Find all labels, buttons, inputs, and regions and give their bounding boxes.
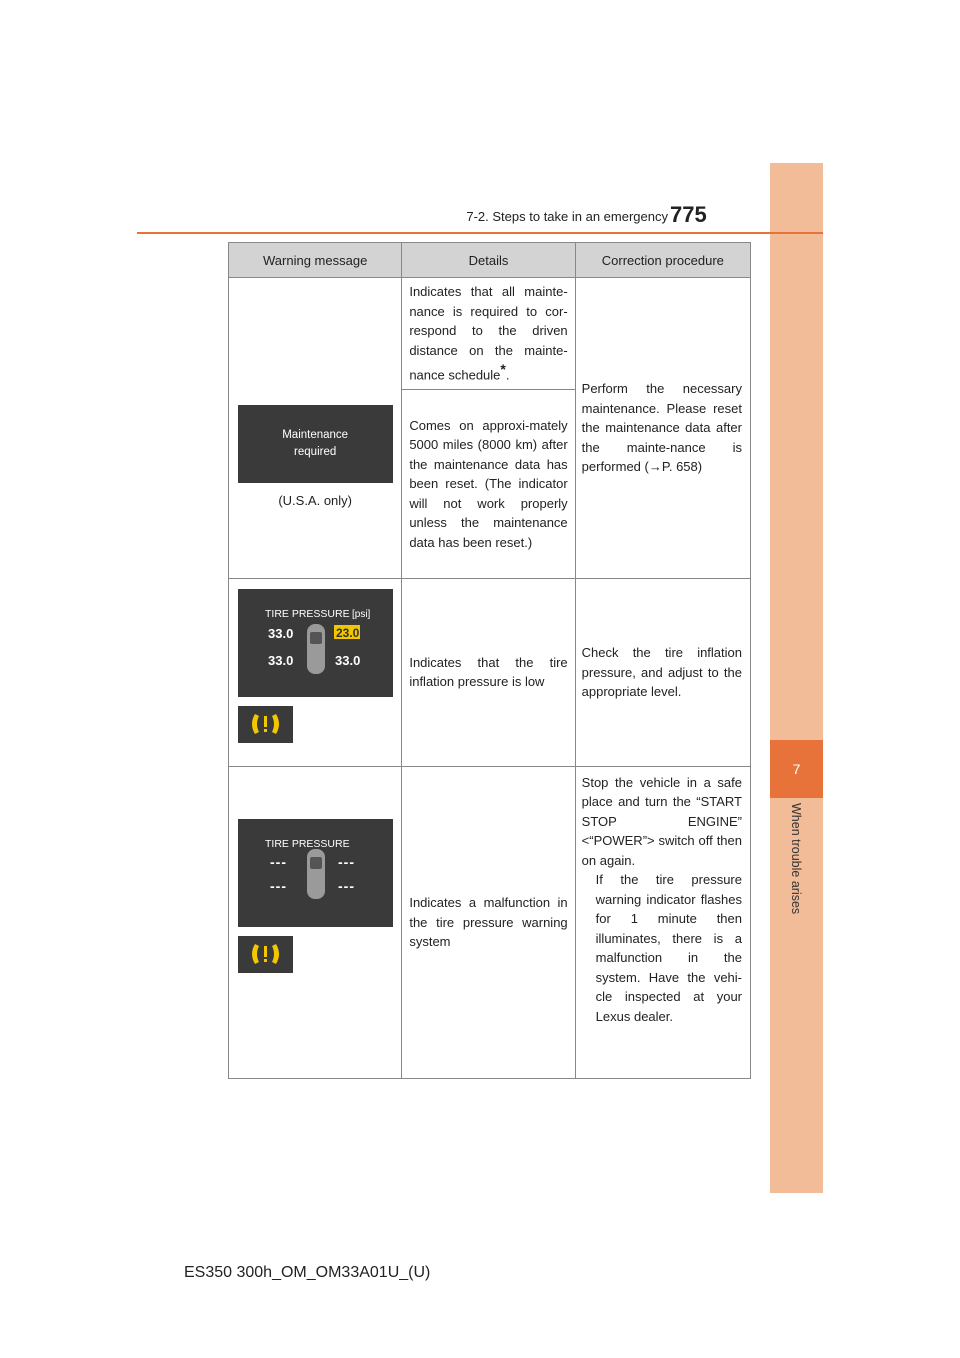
screen-unit: [psi] [352,608,371,620]
table-header-row [229,243,751,278]
details-period: . [505,367,510,383]
model-code-footer: ES350 300h_OM_OM33A01U_(U) [184,1264,431,1281]
car-windshield [310,857,322,869]
screen-line-required: required [294,446,337,459]
chapter-number: 7 [770,740,823,798]
chapter-title: When trouble arises [789,803,803,915]
section-title: 7-2. Steps to take in an emergency [466,209,668,224]
tire-pressure-low-cell [229,578,402,766]
tire-rear-left: --- [270,877,287,894]
chapter-side-tab [770,163,823,1193]
car-windshield [310,632,322,644]
tire-pressure-malfunction-cell [229,766,402,1078]
header-rule [137,232,823,234]
correction-tire-pressure-low: Check the tire inflation pressure, and adjust to the appropriate level. [575,578,750,766]
tire-pressure-malfunction-screen [238,819,393,927]
tire-front-right: 23.0 [336,625,360,640]
tire-pressure-warning-indicator [238,936,293,973]
maintenance-message-cell [229,278,402,579]
car-silhouette [307,849,325,899]
tire-pressure-warning-icon [238,936,293,973]
tire-front-left: 33.0 [268,625,294,641]
table-row [229,766,751,1078]
page-number: 775 [670,202,707,227]
warning-message-table [228,242,751,1079]
details-maintenance-required [402,278,575,390]
table-row [229,578,751,766]
screen-title: TIRE PRESSURE [265,607,350,620]
tire-rear-right: 33.0 [335,652,361,668]
correction-sub: If the tire pressure warning indicator flashes for 1 minute then illuminates, there is a malfunction in the system. Have the vehi-cle inspected at your Lexus dealer. [595,872,742,1024]
tire-front-left: --- [270,853,287,870]
screen-line-maintenance: Maintenance [282,429,349,442]
table-row [229,278,751,390]
screen-title: TIRE PRESSURE [265,837,350,850]
footnote-mark: * [500,361,506,377]
correction-maintenance: Perform the necessary maintenance. Please reset the maintenance data after the mainte-nance is performed (→P. 658) [575,278,750,579]
tire-front-right: --- [338,853,355,870]
header-warning-message: Warning message [229,243,402,278]
car-silhouette [307,624,325,674]
header-correction-procedure: Correction procedure [575,243,750,278]
details-maintenance-reset: Comes on approxi-mately 5000 miles (8000 km) after the maintenance data has been reset. (The indicator will not work properly unless the maintenance data has been reset.) [402,389,575,578]
details-tire-pressure-malfunction: Indicates a malfunction in the tire pressure warning system [402,766,575,1078]
tire-pressure-warning-icon [238,706,293,743]
tire-pressure-screen [238,589,393,697]
tire-rear-right: --- [338,877,355,894]
tire-rear-left: 33.0 [268,652,294,668]
details-text: Indicates that all mainte-nance is required to cor-respond to the driven distance on the mainte-nance schedule [409,284,568,383]
usa-only-caption: (U.S.A. only) [278,493,352,509]
header-details: Details [402,243,575,278]
correction-main: Stop the vehicle in a safe place and turn the “START STOP ENGINE” <“POWER”> switch off then on again. [581,774,742,868]
tire-pressure-warning-indicator [238,706,293,743]
correction-tire-pressure-malfunction [575,766,750,1078]
details-tire-pressure-low: Indicates that the tire inflation pressure is low [402,578,575,766]
maintenance-required-screen [238,405,393,483]
